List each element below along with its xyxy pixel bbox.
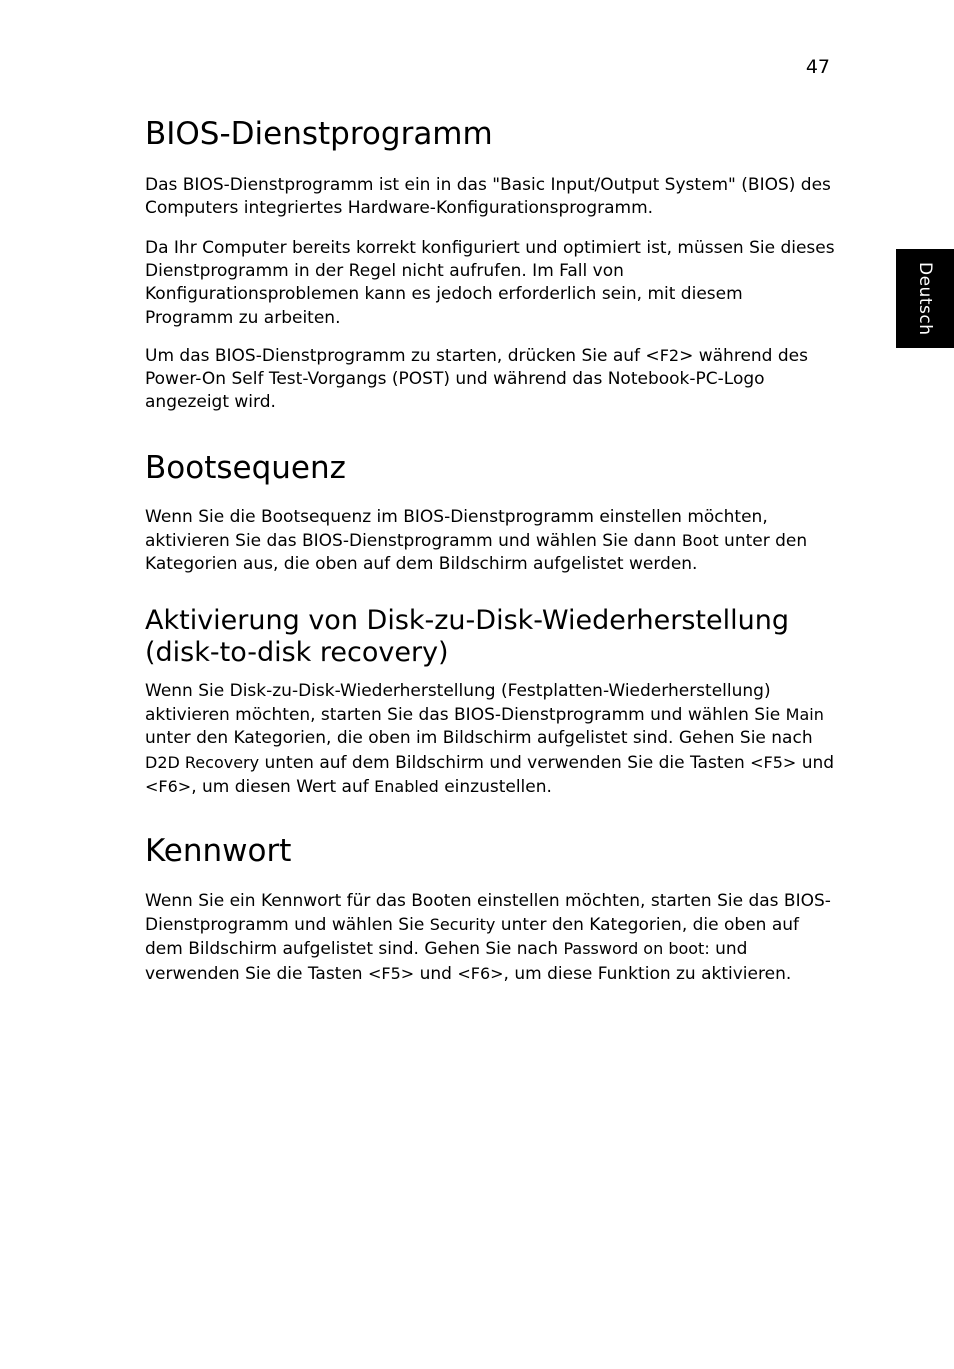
text-run: , um diese Funktion zu aktivieren. bbox=[503, 963, 792, 984]
bios-paragraph-3 bbox=[145, 344, 835, 415]
ui-term-password-on-boot: Password on boot: bbox=[563, 939, 710, 959]
key-f6: <F6> bbox=[145, 776, 192, 796]
text-run: und bbox=[796, 752, 835, 773]
password-paragraph bbox=[145, 890, 835, 986]
section-title-kennwort: Kennwort bbox=[145, 833, 292, 869]
ui-term-security: Security bbox=[429, 915, 496, 935]
key-f5: <F5> bbox=[367, 963, 415, 983]
text-run: unter den Kategorien aus, die oben auf dem Bildschirm aufgelistet werden. bbox=[145, 531, 808, 575]
ui-term-d2d-recovery: D2D Recovery bbox=[145, 752, 260, 772]
d2d-paragraph bbox=[145, 680, 835, 799]
text-run: und verwenden Sie die Tasten bbox=[145, 939, 748, 984]
text-run: und bbox=[414, 963, 458, 984]
ui-term-enabled: Enabled bbox=[374, 776, 439, 796]
text-run: Wenn Sie ein Kennwort für das Booten einstellen möchten, starten Sie das BIOS-Dienstprogramm und wählen Sie bbox=[145, 891, 831, 936]
text-run: , um diesen Wert auf bbox=[191, 776, 375, 797]
ui-term-main: Main bbox=[785, 705, 824, 725]
title-line: (disk-to-disk recovery) bbox=[145, 637, 449, 668]
text-run: unten auf dem Bildschirm und verwenden Sie die Tasten bbox=[259, 752, 751, 773]
section-title-bootsequenz: Bootsequenz bbox=[145, 450, 346, 486]
key-f2: F2 bbox=[659, 346, 680, 365]
title-line: Aktivierung von Disk-zu-Disk-Wiederherstellung bbox=[145, 605, 789, 636]
page-number: 47 bbox=[805, 56, 830, 78]
bios-paragraph-1: Das BIOS-Dienstprogramm ist ein in das "Basic Input/Output System" (BIOS) des Computers integriertes Hardware-Konfigurationsprogramm. bbox=[145, 175, 831, 219]
text-run: unter den Kategorien, die oben im Bildschirm aufgelistet sind. Gehen Sie nach bbox=[145, 728, 813, 749]
language-tab-label: Deutsch bbox=[915, 261, 935, 336]
text-run: einzustellen. bbox=[438, 776, 552, 797]
key-f6: <F6> bbox=[457, 963, 504, 983]
text-run: > während des Power-On Self Test-Vorgangs (POST) und während das Notebook-PC-Logo angezeigt wird. bbox=[145, 346, 808, 413]
section-title-d2d bbox=[145, 605, 835, 669]
section-title-bios: BIOS-Dienstprogramm bbox=[145, 116, 493, 152]
text-run: unter den Kategorien, die oben auf dem Bildschirm aufgelistet sind. Gehen Sie nach bbox=[145, 915, 800, 960]
language-tab bbox=[896, 249, 954, 348]
key-f5: <F5> bbox=[750, 752, 797, 772]
text-run: Wenn Sie Disk-zu-Disk-Wiederherstellung (Festplatten-Wiederherstellung) aktivieren möchten, starten Sie das BIOS-Dienstprogramm und wählen Sie bbox=[145, 681, 786, 726]
bios-paragraph-2: Da Ihr Computer bereits korrekt konfiguriert und optimiert ist, müssen Sie dieses Dienstprogramm in der Regel nicht aufrufen. Im Fall von Konfigurationsproblemen kann es jedoch erforderlich sein, mit diesem Programm zu arbeiten. bbox=[145, 238, 835, 328]
text-run: Wenn Sie die Bootsequenz im BIOS-Dienstprogramm einstellen möchten, aktivieren Sie das BIOS-Dienstprogramm und wählen Sie dann bbox=[145, 507, 768, 552]
boot-paragraph bbox=[145, 506, 835, 577]
ui-term-boot: Boot bbox=[681, 531, 719, 551]
text-run: Um das BIOS-Dienstprogramm zu starten, drücken Sie auf < bbox=[145, 346, 660, 366]
